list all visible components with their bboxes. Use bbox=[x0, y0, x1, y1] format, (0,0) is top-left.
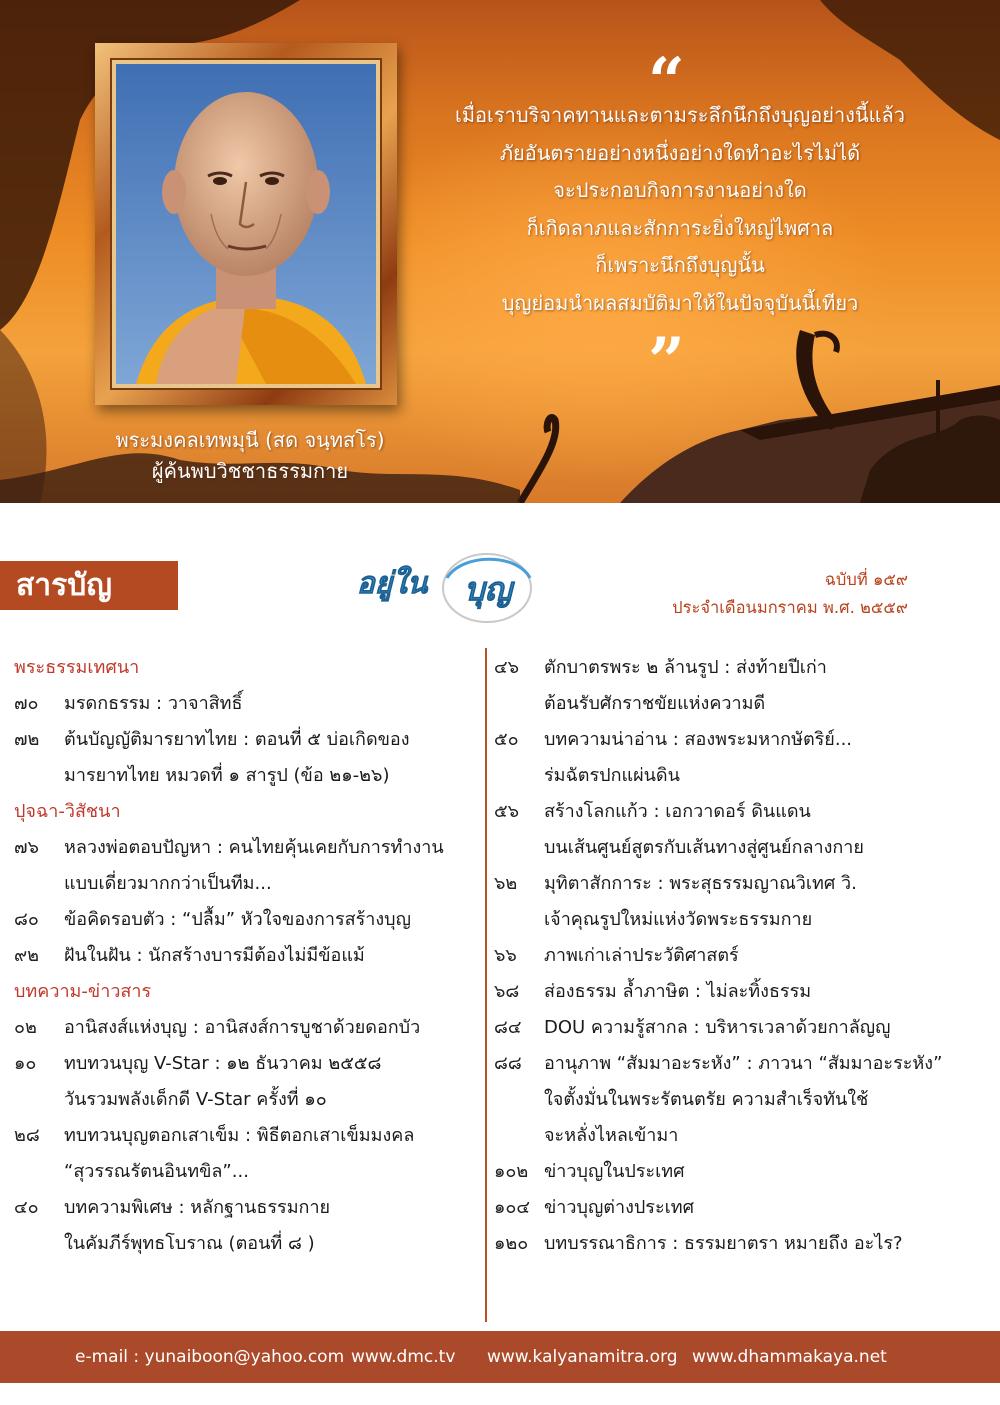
toc-entry-line: ตักบาตรพระ ๒ ล้านรูป : ส่งท้ายปีเก่า bbox=[544, 657, 827, 678]
toc-entry[interactable] bbox=[494, 1010, 964, 1046]
footer-link-dmc[interactable]: www.dmc.tv bbox=[351, 1347, 456, 1367]
toc-entry[interactable] bbox=[494, 1046, 964, 1154]
toc-entry-text bbox=[64, 902, 476, 938]
toc-entry-text bbox=[64, 1046, 476, 1118]
caption-name: พระมงคลเทพมุนี (สด จนฺทสโร) bbox=[115, 428, 385, 452]
toc-entry[interactable] bbox=[14, 1190, 476, 1262]
toc-entry-line: บทบรรณาธิการ : ธรรมยาตรา หมายถึง อะไร? bbox=[544, 1233, 903, 1254]
toc-entry-text bbox=[64, 1118, 476, 1190]
toc-entry[interactable] bbox=[494, 722, 964, 794]
toc-section-title: ปุจฉา-วิสัชนา bbox=[14, 801, 121, 822]
toc-entry-line: บนเส้นศูนย์สูตรกับเส้นทางสู่ศูนย์กลางกาย bbox=[544, 837, 864, 858]
toc-entry-text bbox=[544, 650, 964, 722]
toc-entry-line: ภาพเก่าเล่าประวัติศาสตร์ bbox=[544, 945, 739, 966]
toc-entry[interactable] bbox=[494, 794, 964, 866]
toc-entry-text bbox=[544, 794, 964, 866]
toc-entry-text bbox=[544, 722, 964, 794]
toc-entry-line: มรดกธรรม : วาจาสิทธิ์ bbox=[64, 693, 243, 714]
open-quote-mark: “ bbox=[648, 44, 685, 119]
toc-entry-text bbox=[64, 1010, 476, 1046]
toc-entry-line: ในคัมภีร์พุทธโบราณ (ตอนที่ ๘ ) bbox=[64, 1233, 315, 1254]
portrait-frame bbox=[95, 43, 397, 405]
issue-number: ฉบับที่ ๑๕๙ bbox=[824, 570, 908, 589]
toc-entry[interactable] bbox=[494, 1154, 964, 1190]
quote-line: บุญย่อมนำผลสมบัติมาให้ในปัจจุบันนี้เทียว bbox=[501, 290, 859, 315]
toc-entry-line: ข้อคิดรอบตัว : “ปลื้ม” หัวใจของการสร้างบุญ bbox=[64, 909, 411, 930]
monk-portrait-image bbox=[116, 64, 376, 384]
toc-entry[interactable] bbox=[494, 974, 964, 1010]
toc-entry-line: DOU ความรู้สากล : บริหารเวลาด้วยกาลัญญู bbox=[544, 1017, 891, 1038]
toc-entry-line: มารยาทไทย หมวดที่ ๑ สารูป (ข้อ ๒๑-๒๖) bbox=[64, 765, 390, 786]
toc-entry-text bbox=[544, 938, 964, 974]
portrait-caption bbox=[80, 425, 420, 487]
toc-section-title: พระธรรมเทศนา bbox=[14, 657, 140, 678]
toc-page-number: ๕๖ bbox=[494, 801, 520, 822]
toc-entry-text bbox=[544, 866, 964, 938]
magazine-logo bbox=[352, 548, 552, 628]
toc-entry[interactable] bbox=[14, 938, 476, 974]
toc-page-number: ๑๐๔ bbox=[494, 1197, 531, 1218]
issue-date: ประจำเดือนมกราคม พ.ศ. ๒๕๕๙ bbox=[672, 598, 908, 617]
toc-entry[interactable] bbox=[14, 1046, 476, 1118]
toc-entry[interactable] bbox=[494, 866, 964, 938]
toc-page-number: ๙๒ bbox=[14, 945, 40, 966]
toc-entry-line: ทบทวนบุญตอกเสาเข็ม : พิธีตอกเสาเข็มมงคล bbox=[64, 1125, 415, 1146]
footer-link-kalyanamitra[interactable]: www.kalyanamitra.org bbox=[487, 1347, 678, 1367]
toc-entry-line: “สุวรรณรัตนอินทขิล”... bbox=[64, 1161, 249, 1182]
toc-entry-line: อานิสงส์แห่งบุญ : อานิสงส์การบูชาด้วยดอกบัว bbox=[64, 1017, 421, 1038]
toc-page-number: ๑๒๐ bbox=[494, 1233, 529, 1254]
toc-page-number: ๘๔ bbox=[494, 1017, 522, 1038]
toc-page-number: ๗๒ bbox=[14, 729, 40, 750]
toc-page-number: ๔๐ bbox=[14, 1197, 39, 1218]
toc-entry-line: เจ้าคุณรูปใหม่แห่งวัดพระธรรมกาย bbox=[544, 909, 813, 930]
toc-entry[interactable] bbox=[14, 722, 476, 794]
toc-entry-line: บทความน่าอ่าน : สองพระมหากษัตริย์... bbox=[544, 729, 853, 750]
toc-page-number: ๗๖ bbox=[14, 837, 39, 858]
footer-email[interactable]: e-mail : yunaiboon@yahoo.com bbox=[75, 1347, 345, 1367]
toc-entry[interactable] bbox=[494, 1190, 964, 1226]
toc-entry-line: ข่าวบุญต่างประเทศ bbox=[544, 1197, 695, 1218]
quote-line: ก็เกิดลาภและสักการะยิ่งใหญ่ไพศาล bbox=[526, 215, 834, 240]
toc-entry-text bbox=[64, 722, 476, 794]
toc-page-number: ๗๐ bbox=[14, 693, 39, 714]
toc-entry[interactable] bbox=[14, 1118, 476, 1190]
toc-title: สารบัญ bbox=[0, 561, 178, 610]
toc-page-number: ๖๘ bbox=[494, 981, 520, 1002]
toc-section-title: บทความ-ข่าวสาร bbox=[14, 981, 152, 1002]
logo-text-2: บุญ bbox=[464, 570, 512, 608]
toc-entry-text bbox=[544, 974, 964, 1010]
toc-entry-line: ร่มฉัตรปกแผ่นดิน bbox=[544, 765, 680, 786]
quote-line: ภัยอันตรายอย่างหนึ่งอย่างใดทำอะไรไม่ได้ bbox=[499, 140, 861, 165]
footer-bar bbox=[0, 1331, 1000, 1383]
toc-entry-line: วันรวมพลังเด็กดี V-Star ครั้งที่ ๑๐ bbox=[64, 1089, 327, 1110]
column-divider bbox=[485, 648, 487, 1322]
toc-entry-text bbox=[544, 1190, 964, 1226]
toc-entry-line: ต้นบัญญัติมารยาทไทย : ตอนที่ ๕ บ่อเกิดของ bbox=[64, 729, 410, 750]
toc-entry-line: อานุภาพ “สัมมาอะระหัง” : ภาวนา “สัมมาอะระหัง” bbox=[544, 1053, 943, 1074]
toc-page-number: ๘๐ bbox=[14, 909, 39, 930]
toc-entry[interactable] bbox=[494, 1226, 964, 1262]
toc-entry-text bbox=[64, 830, 476, 902]
toc-entry-text bbox=[544, 1154, 964, 1190]
toc-entry-line: จะหลั่งไหลเข้ามา bbox=[544, 1125, 679, 1146]
logo-text-1: อยู่ใน bbox=[356, 566, 428, 601]
toc-entry-text bbox=[64, 938, 476, 974]
issue-info bbox=[672, 566, 908, 622]
toc-entry-text bbox=[544, 1010, 964, 1046]
hero-banner bbox=[0, 0, 1000, 503]
toc-entry[interactable] bbox=[14, 830, 476, 902]
toc-page-number: ๖๒ bbox=[494, 873, 518, 894]
toc-left-column bbox=[14, 650, 476, 1262]
toc-entry-line: หลวงพ่อตอบปัญหา : คนไทยคุ้นเคยกับการทำงาน bbox=[64, 837, 444, 858]
caption-title: ผู้ค้นพบวิชชาธรรมกาย bbox=[151, 459, 349, 483]
hero-quote bbox=[440, 97, 920, 322]
quote-line: จะประกอบกิจการงานอย่างใด bbox=[553, 178, 807, 202]
toc-entry-text bbox=[64, 686, 476, 722]
toc-page-number: ๕๐ bbox=[494, 729, 519, 750]
toc-entry[interactable] bbox=[14, 1010, 476, 1046]
toc-entry-line: แบบเดี่ยวมากกว่าเป็นทีม... bbox=[64, 873, 272, 894]
toc-entry-line: ทบทวนบุญ V-Star : ๑๒ ธันวาคม ๒๕๕๘ bbox=[64, 1053, 382, 1074]
toc-entry[interactable] bbox=[14, 686, 476, 722]
toc-page-number: ๘๘ bbox=[494, 1053, 522, 1074]
toc-entry[interactable] bbox=[14, 902, 476, 938]
toc-page-number: ๐๒ bbox=[14, 1017, 37, 1038]
toc-page-number: ๖๖ bbox=[494, 945, 517, 966]
toc-page-number: ๑๐ bbox=[14, 1053, 37, 1074]
portrait-photo bbox=[116, 64, 376, 384]
toc-entry-line: ใจตั้งมั่นในพระรัตนตรัย ความสำเร็จทันใช้ bbox=[544, 1089, 869, 1110]
toc-entry-line: ต้อนรับศักราชขัยแห่งความดี bbox=[544, 693, 766, 714]
toc-page-number: ๒๘ bbox=[14, 1125, 40, 1146]
quote-line: ก็เพราะนึกถึงบุญนั้น bbox=[595, 253, 765, 277]
toc-entry-text bbox=[544, 1226, 964, 1262]
toc-entry[interactable] bbox=[494, 650, 964, 722]
toc-entry-line: ข่าวบุญในประเทศ bbox=[544, 1161, 685, 1182]
toc-entry-text bbox=[64, 1190, 476, 1262]
toc-entry-line: บทความพิเศษ : หลักฐานธรรมกาย bbox=[64, 1197, 331, 1218]
toc-entry-line: มุทิตาสักการะ : พระสุธรรมญาณวิเทศ วิ. bbox=[544, 873, 857, 894]
toc-entry-line: สร้างโลกแก้ว : เอกวาดอร์ ดินแดน bbox=[544, 801, 811, 822]
footer-link-dhammakaya[interactable]: www.dhammakaya.net bbox=[692, 1347, 887, 1367]
toc-page-number: ๔๖ bbox=[494, 657, 520, 678]
toc-right-column bbox=[494, 650, 964, 1262]
toc-entry[interactable] bbox=[494, 938, 964, 974]
toc-page-number: ๑๐๒ bbox=[494, 1161, 529, 1182]
quote-line: เมื่อเราบริจาคทานและตามระลึกนึกถึงบุญอย่างนี้แล้ว bbox=[455, 103, 905, 127]
close-quote-mark: ” bbox=[648, 324, 685, 399]
toc-entry-line: ส่องธรรม ล้ำภาษิต : ไม่ละทิ้งธรรม bbox=[544, 981, 812, 1002]
toc-entry-line: ฝันในฝัน : นักสร้างบารมีต้องไม่มีข้อแม้ bbox=[64, 945, 365, 966]
toc-entry-text bbox=[544, 1046, 964, 1154]
